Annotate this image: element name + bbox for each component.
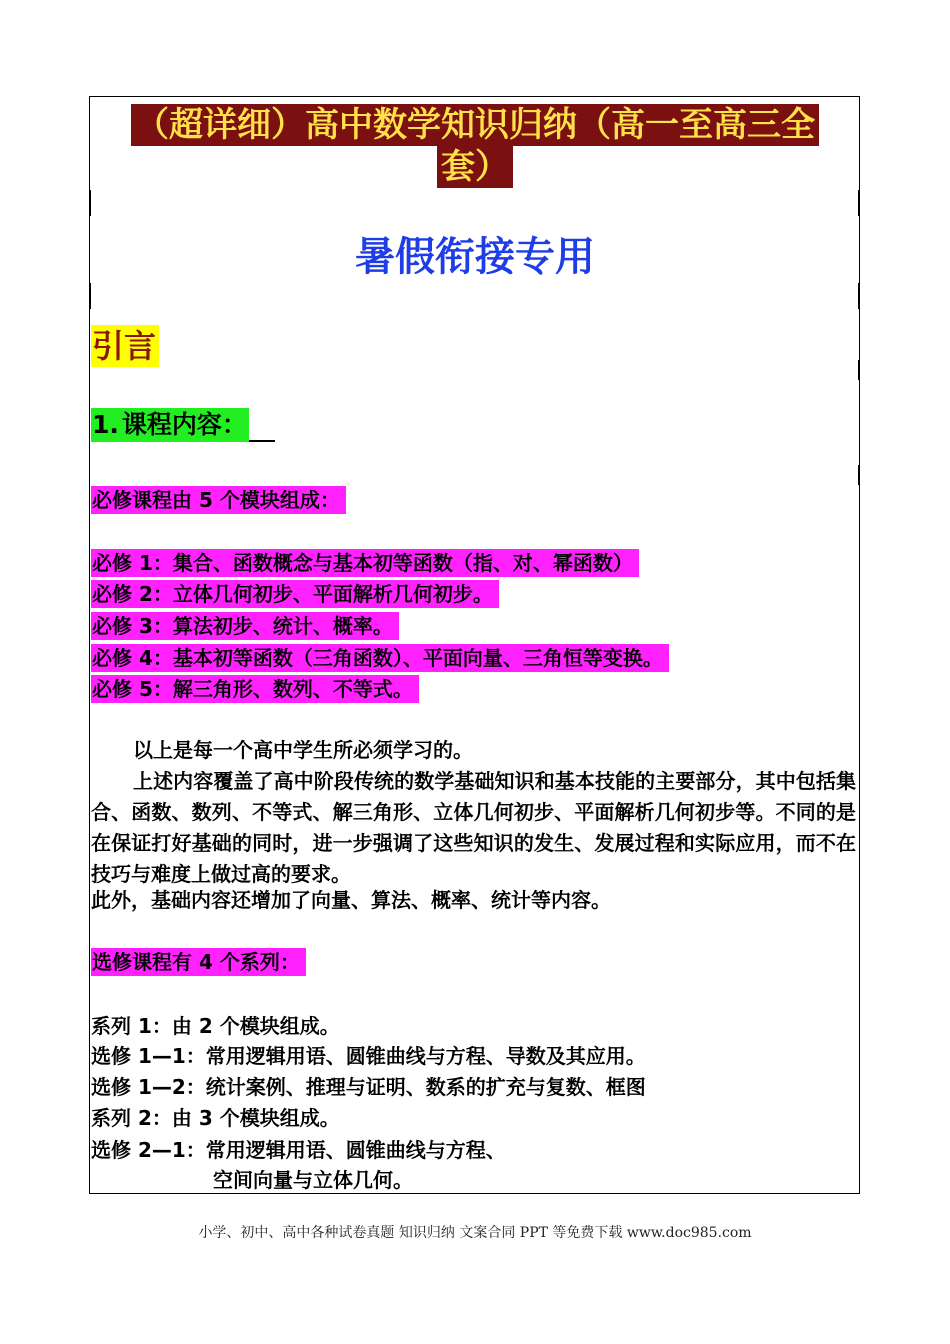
section-1-heading [91, 408, 275, 442]
subtitle: 暑假衔接专用 [355, 234, 595, 280]
title-line-1: （超详细）高中数学知识归纳（高一至高三全 [131, 104, 819, 146]
frame-mark-left [89, 190, 91, 216]
frame-mark-right-3 [858, 360, 860, 380]
section-1-highlight [91, 408, 121, 442]
footer-text: 小学、初中、高中各种试卷真题 知识归纳 文案合同 PPT 等免费下载 www.doc985.com [198, 1225, 752, 1241]
paragraph-2: 上述内容覆盖了高中阶段传统的数学基础知识和基本技能的主要部分，其中包括集合、函数、数列、不等式、解三角形、立体几何初步、平面解析几何初步等。不同的是在保证打好基础的同时，进一步强调了这些知识的发生、发展过程和实际应用，而不在技巧与难度上做过高的要求。 [91, 769, 856, 886]
required-item-4: 必修 4：基本初等函数（三角函数）、平面向量、三角恒等变换。 [91, 644, 669, 672]
paragraph-3: 此外，基础内容还增加了向量、算法、概率、统计等内容。 [91, 888, 611, 912]
elective-line-3: 选修 1—2：统计案例、推理与证明、数系的扩充与复数、框图 [91, 1075, 646, 1099]
elective-line-6: 空间向量与立体几何。 [213, 1168, 413, 1192]
section-1-number: 1. [92, 410, 119, 439]
required-item-2: 必修 2：立体几何初步、平面解析几何初步。 [91, 580, 499, 608]
frame-mark-left-2 [89, 283, 91, 309]
frame-mark-right-4 [858, 465, 860, 485]
elective-line-2: 选修 1—1：常用逻辑用语、圆锥曲线与方程、导数及其应用。 [91, 1044, 646, 1068]
required-item-3: 必修 3：算法初步、统计、概率。 [91, 612, 399, 640]
frame-mark-right-2 [858, 283, 860, 309]
required-item-1: 必修 1：集合、函数概念与基本初等函数（指、对、幂函数） [91, 549, 639, 577]
elective-line-1: 系列 1：由 2 个模块组成。 [91, 1014, 340, 1038]
section-1-label-highlight [121, 408, 249, 442]
required-item-5: 必修 5：解三角形、数列、不等式。 [91, 675, 419, 703]
elective-heading: 选修课程有 4 个系列： [91, 948, 306, 976]
elective-line-4: 系列 2：由 3 个模块组成。 [91, 1106, 340, 1130]
elective-line-5: 选修 2—1：常用逻辑用语、圆锥曲线与方程、 [91, 1138, 506, 1162]
required-heading: 必修课程由 5 个模块组成： [91, 486, 346, 514]
title-line-2: 套） [437, 146, 513, 188]
paragraph-1: 以上是每一个高中学生所必须学习的。 [133, 738, 473, 762]
section-intro-heading: 引言 [91, 325, 159, 367]
document-title [95, 104, 855, 188]
heading-underline [249, 414, 275, 442]
section-1-label: 课程内容： [121, 410, 247, 439]
frame-mark-right [858, 190, 860, 216]
